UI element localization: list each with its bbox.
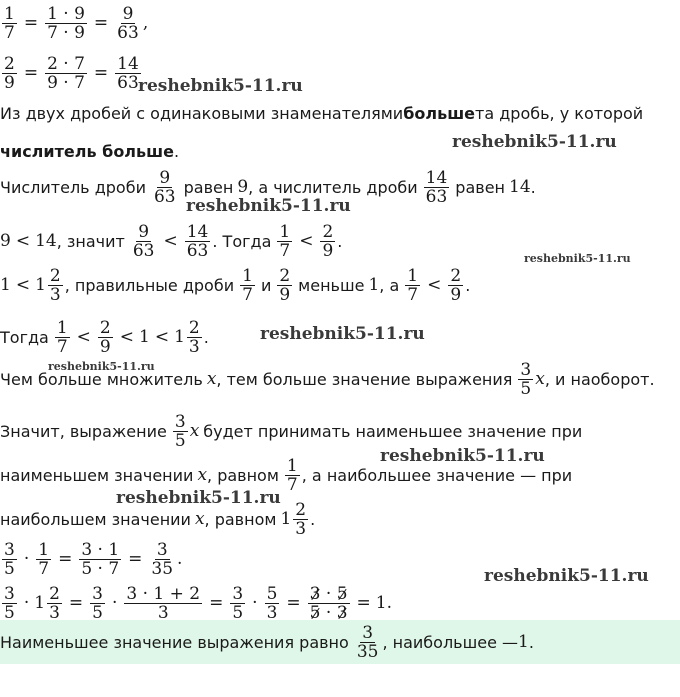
fraction: $\frac{2}{9}$ xyxy=(450,265,462,305)
watermark: reshebnik5-11.ru xyxy=(380,446,545,466)
watermark: reshebnik5-11.ru xyxy=(260,324,425,344)
fraction: $\frac{3 \cdot 1 + 2}{3}$ xyxy=(126,583,201,623)
fraction: $\frac{1}{7}$ xyxy=(4,3,15,43)
watermark: reshebnik5-11.ru xyxy=(524,252,631,265)
fraction: $\frac{1}{7}$ xyxy=(286,455,298,495)
rule-text-1: Из двух дробей с одинаковыми знаменателями больше та дробь, у которой xyxy=(0,103,644,123)
fraction: $\frac{2}{3}$ xyxy=(49,265,61,305)
watermark: reshebnik5-11.ru xyxy=(138,76,303,96)
fraction: $\frac{3}{5}$ xyxy=(4,583,15,623)
numerators-line: Числитель дроби $\frac{9}{63}$ равен 9 , а числитель дроби $\frac{14}{63}$ равен 14 . xyxy=(0,167,536,207)
fraction: $\frac{14}{63}$ xyxy=(117,53,139,93)
fraction: $\frac{2}{9}$ xyxy=(99,317,111,357)
watermark: reshebnik5-11.ru xyxy=(116,488,281,508)
fraction: $\frac{2}{3}$ xyxy=(188,317,200,357)
fraction: $\frac{14}{63}$ xyxy=(186,221,209,261)
fraction: $\frac{9}{63}$ xyxy=(153,167,176,207)
rule-text-2: числитель больше . xyxy=(0,141,180,161)
equation-2: $\frac{2}{9}$ = $\frac{2 \cdot 7}{9 \cdot 7}$ = $\frac{14}{63}$ xyxy=(4,53,139,93)
fraction: $\frac{2}{9}$ xyxy=(322,221,334,261)
watermark: reshebnik5-11.ru xyxy=(186,196,351,216)
calculation-min: $\frac{3}{5}$ · $\frac{1}{7}$ = $\frac{3 \cdot 1}{5 \cdot 7}$ = $\frac{3}{35}$ . xyxy=(4,539,183,579)
comparison-2: 1 < 1 $\frac{2}{3}$ , правильные дроби $\frac{1}{7}$ и $\frac{2}{9}$ меньше 1 , а $\frac{1}{7}$ < $\frac{2}{9}$ . xyxy=(0,265,471,305)
fraction: $\frac{3 \cdot 1}{5 \cdot 7}$ xyxy=(81,539,120,579)
fraction: $\frac{3}{35}$ xyxy=(356,622,379,662)
fraction: $\frac{3}{5}$ xyxy=(520,359,532,399)
fraction: $\frac{9}{63}$ xyxy=(132,221,155,261)
watermark: reshebnik5-11.ru xyxy=(48,360,155,373)
inequality-chain: Тогда $\frac{1}{7}$ < $\frac{2}{9}$ < 1 < 1 $\frac{2}{3}$ . xyxy=(0,317,209,357)
conclusion-2: наименьшем значении x , равном $\frac{1}{7}$ , а наибольшее значение — при xyxy=(0,455,573,495)
fraction: $\frac{1}{7}$ xyxy=(242,265,253,305)
fraction: $\frac{3}{5}$ xyxy=(174,411,186,451)
fraction: $\frac{2 \cdot 7}{9 \cdot 7}$ xyxy=(47,53,85,93)
calculation-max: $\frac{3}{5}$ · 1 $\frac{2}{3}$ = $\frac{3}{5}$ · $\frac{3 \cdot 1 + 2}{3}$ = $\frac{3}{5}$ · $\frac{5}{3}$ = $\frac{3 \cdot 5}{5 \cdot 3}$ = 1 . xyxy=(4,583,393,623)
fraction: $\frac{2}{9}$ xyxy=(4,53,15,93)
fraction: $\frac{1}{7}$ xyxy=(407,265,419,305)
cancelled-fraction: $\frac{3 \cdot 5}{5 \cdot 3}$ xyxy=(309,583,348,623)
fraction: $\frac{2}{3}$ xyxy=(295,499,307,539)
conclusion-3: наибольшем значении x , равном 1 $\frac{2}{3}$ . xyxy=(0,499,316,539)
fraction: $\frac{1}{7}$ xyxy=(56,317,68,357)
fraction: $\frac{3}{5}$ xyxy=(92,583,103,623)
conclusion-1: Значит, выражение $\frac{3}{5}$ x будет принимать наименьшее значение при xyxy=(0,411,583,451)
equation-1: $\frac{1}{7}$ = $\frac{1 \cdot 9}{7 \cdot 9}$ = $\frac{9}{63}$ , xyxy=(4,3,149,43)
fraction: $\frac{2}{9}$ xyxy=(279,265,291,305)
fraction: $\frac{5}{3}$ xyxy=(266,583,278,623)
fraction: $\frac{9}{63}$ xyxy=(117,3,139,43)
fraction: $\frac{3}{5}$ xyxy=(232,583,244,623)
watermark: reshebnik5-11.ru xyxy=(484,566,649,586)
fraction: $\frac{2}{3}$ xyxy=(49,583,60,623)
fraction: $\frac{14}{63}$ xyxy=(425,167,448,207)
fraction: $\frac{1}{7}$ xyxy=(38,539,50,579)
watermark: reshebnik5-11.ru xyxy=(452,132,617,152)
answer-line: Наименьшее значение выражения равно $\frac{3}{35}$ , наибольшее — 1 . xyxy=(0,622,534,662)
fraction: $\frac{3}{35}$ xyxy=(151,539,174,579)
fraction: $\frac{1 \cdot 9}{7 \cdot 9}$ xyxy=(47,3,85,43)
comparison-1: 9 < 14 , значит $\frac{9}{63}$ < $\frac{14}{63}$ . Тогда $\frac{1}{7}$ < $\frac{2}{9}$ . xyxy=(0,221,343,261)
fraction: $\frac{3}{5}$ xyxy=(4,539,15,579)
multiplier-text: Чем больше множитель x , тем больше значение выражения $\frac{3}{5}$ x , и наоборот. xyxy=(0,359,655,399)
fraction: $\frac{1}{7}$ xyxy=(279,221,291,261)
